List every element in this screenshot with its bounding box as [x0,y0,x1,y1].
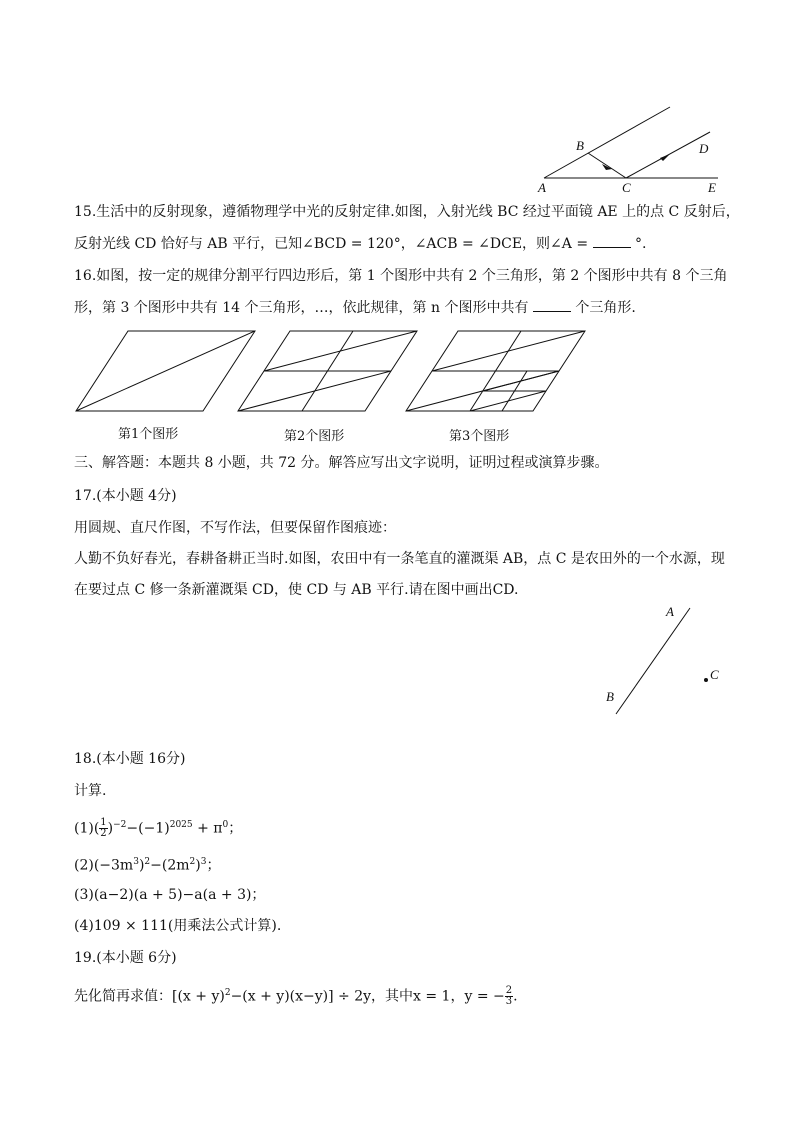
q16-line2 [74,298,636,318]
q15-line2-text: 反射光线 CD 恰好与 AB 平行，已知∠BCD = 120°，∠ACB = ∠DCE，则∠A = [74,236,589,252]
answer-blank[interactable] [593,235,631,248]
figure-caption-3: 第3个图形 [449,429,510,444]
q15-line2-tail: °. [635,236,647,252]
q17-body1: 人勤不负好春光，春耕备耕正当时.如图，农田中有一条笔直的灌溉渠 AB，点 C 是农田外的一个水源，现 [74,551,725,567]
q18-part3: (3)(a−2)(a + 5)−a(a + 3)； [74,887,266,903]
q18-part4: (4)109 × 111(用乘法公式计算). [74,918,282,934]
q19-body: 先化简再求值：$[(x + y)^2-(x + y)(x-y)] \div 2y$，其中x = 1，y = − $\frac{2}{3}$ . [74,985,518,1008]
label-B: B [606,689,614,704]
q16-line2-tail: 个三角形. [575,300,636,316]
figure-caption-2: 第2个图形 [284,429,345,444]
q18-part2: $(2)(-3m^3)^2-(2m^2)^3$； [74,857,221,874]
label-C: C [710,667,719,682]
figure-caption-1: 第1个图形 [118,427,179,442]
q16-line2-text: 形，第 3 个图形中共有 14 个三角形，…，依此规律，第 n 个图形中共有 [74,300,529,316]
q16-line1: 16.如图，按一定的规律分割平行四边形后，第 1 个图形中共有 2 个三角形，第 2 个图形中共有 8 个三角 [74,268,728,284]
fraction: $\frac{2}{3}$ [505,985,513,1008]
q15-line2 [74,234,646,254]
answer-blank[interactable] [533,299,571,312]
label-B: B [576,138,584,153]
canal-figure [600,600,730,720]
label-A: A [538,180,546,195]
q18-instruction: 计算. [74,783,107,799]
q17-instruction: 用圆规、直尺作图，不写作法，但要保留作图痕迹： [74,520,396,536]
fraction: $\frac{1}{2}$ [100,817,107,840]
q15-line1: 15.生活中的反射现象，遵循物理学中光的反射定律.如图，入射光线 BC 经过平面镜 AE 上的点 C 反射后， [74,204,740,220]
parallelogram-figure-1 [74,328,258,414]
q17-body2: 在要过点 C 修一条新灌溉渠 CD，使 CD 与 AB 平行.请在图中画出CD. [74,582,519,598]
q19-title: 19.(本小题 6分) [74,950,177,966]
label-C: C [622,180,631,195]
q18-part1: (1)( $\frac{1}{2}$ )$^{-2}-(-1)^{2025} + \pi^0$； [74,817,243,840]
parallelogram-figure-3 [404,328,588,414]
section-heading: 三、解答题：本题共 8 小题，共 72 分。解答应写出文字说明，证明过程或演算步骤。 [74,455,609,471]
label-D: D [699,141,709,156]
q18-title: 18.(本小题 16分) [74,751,186,767]
q17-title: 17.(本小题 4分) [74,488,177,504]
label-A: A [666,604,674,619]
parallelogram-figure-2 [236,328,420,414]
label-E: E [708,180,716,195]
